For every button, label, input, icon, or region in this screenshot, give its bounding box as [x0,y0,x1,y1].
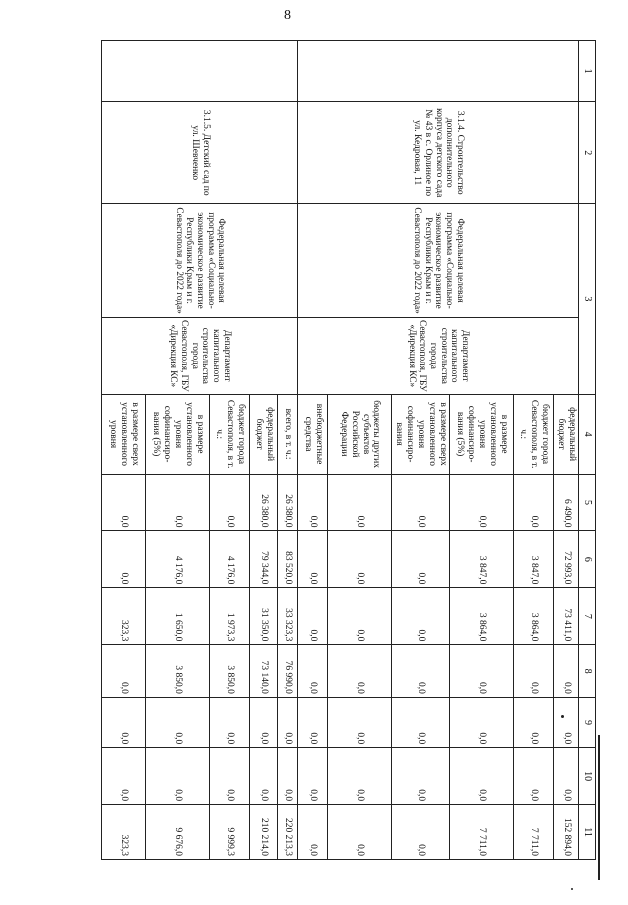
responsible-cell: Департамент капитального строительства города Севастополя, ГБУ «Дирекция КС» [298,317,579,394]
col-number-1: 1 [579,41,596,102]
value-cell-7: 0,0 [328,588,392,645]
value-cell-7: 0,0 [392,588,450,645]
value-cell-11: 7 711,0 [450,805,514,860]
value-cell-6: 0,0 [298,531,328,588]
value-cell-7: 1 650,0 [146,588,210,645]
value-cell-10: 0,0 [146,748,210,805]
table-body [102,41,579,860]
value-cell-7: 31 350,0 [250,588,278,645]
value-cell-9: 0,0 [328,697,392,747]
value-cell-6: 3 847,0 [514,531,554,588]
value-cell-9: 0,0 [554,697,579,747]
value-cell-5: 0,0 [328,474,392,531]
value-cell-10: 0,0 [328,748,392,805]
value-cell-6: 4 176,0 [146,531,210,588]
col-number-6: 6 [579,531,596,588]
value-cell-9: 0,0 [392,697,450,747]
value-cell-5: 0,0 [298,474,328,531]
value-cell-9: 0,0 [514,697,554,747]
value-cell-5: 26 380,0 [250,474,278,531]
value-cell-5: 0,0 [210,474,250,531]
value-cell-10: 0,0 [514,748,554,805]
value-cell-5: 6 490,0 [554,474,579,531]
value-cell-8: 3 850,0 [210,645,250,698]
value-cell-8: 73 140,0 [250,645,278,698]
value-cell-6: 0,0 [102,531,146,588]
value-cell-8: 0,0 [298,645,328,698]
value-cell-11: 0,0 [328,805,392,860]
value-cell-11: 0,0 [392,805,450,860]
col-number-9: 9 [579,697,596,747]
value-cell-5: 0,0 [102,474,146,531]
value-cell-9: 0,0 [450,697,514,747]
value-cell-10: 0,0 [392,748,450,805]
value-cell-7: 323,3 [102,588,146,645]
budget-table [101,40,596,860]
value-cell-9: 0,0 [278,697,298,747]
value-cell-7: 0,0 [298,588,328,645]
funding-source-label: в размере установленного уровня софинансиро-вания (5%) [450,394,514,474]
value-cell-10: 0,0 [210,748,250,805]
program-cell: Федеральная целевая программа «Социально-экономическое развитие Республики Крым и г. Севастополя до 2022 года» [102,204,298,318]
col-number-5: 5 [579,474,596,531]
value-cell-5: 0,0 [146,474,210,531]
value-cell-6: 0,0 [392,531,450,588]
value-cell-11: 152 894,0 [554,805,579,860]
value-cell-9: 0,0 [146,697,210,747]
value-cell-7: 33 323,3 [278,588,298,645]
col-number-3: 3 [579,204,596,395]
funding-source-label: федеральный бюджет [554,394,579,474]
rotated-table-container [81,40,596,860]
value-cell-6: 3 847,0 [450,531,514,588]
object-blank-cell [102,41,298,102]
funding-source-label: внебюджетные средства [298,394,328,474]
value-cell-8: 0,0 [514,645,554,698]
scan-mark [598,735,600,880]
object-name-cell: 3.1.4. Строительство дополнительного корпуса детского сада № 43 в с. Орлиное по ул. Кедровая, 11 [298,102,579,204]
value-cell-8: 76 990,0 [278,645,298,698]
col-number-7: 7 [579,588,596,645]
value-cell-9: 0,0 [102,697,146,747]
funding-source-label: в размере установленного уровня софинансиро-вания (5%) [146,394,210,474]
value-cell-10: 0,0 [450,748,514,805]
value-cell-10: 0,0 [298,748,328,805]
table-row [554,41,579,860]
value-cell-9: 0,0 [250,697,278,747]
value-cell-6: 83 520,0 [278,531,298,588]
value-cell-11: 9 999,3 [210,805,250,860]
value-cell-5: 0,0 [450,474,514,531]
value-cell-5: 0,0 [392,474,450,531]
object-blank-cell [298,41,579,102]
value-cell-6: 4 176,0 [210,531,250,588]
value-cell-8: 0,0 [450,645,514,698]
funding-source-label: бюджеты других субъектов Российской Федерации [328,394,392,474]
value-cell-10: 0,0 [102,748,146,805]
value-cell-7: 1 973,3 [210,588,250,645]
value-cell-7: 3 864,0 [514,588,554,645]
scan-dot [561,715,564,718]
funding-source-label: в размере сверх установленного уровня [102,394,146,474]
col-number-11: 11 [579,805,596,860]
program-cell: Федеральная целевая программа «Социально-экономическое развитие Республики Крым и г. Севастополя до 2022 года» [298,204,579,318]
value-cell-7: 3 864,0 [450,588,514,645]
scan-dot [571,888,573,890]
value-cell-11: 323,3 [102,805,146,860]
funding-source-label: федеральный бюджет [250,394,278,474]
responsible-cell: Департамент капитального строительства города Севастополя, ГБУ «Дирекция КС» [102,317,298,394]
column-number-row [579,41,596,860]
funding-source-label: всего, в т. ч.: [278,394,298,474]
value-cell-7: 73 411,0 [554,588,579,645]
col-number-10: 10 [579,748,596,805]
page-number: 8 [284,8,291,23]
funding-source-label: в размере сверх установленного уровня софинансиро-вания [392,394,450,474]
funding-source-label: бюджет города Севастополя, в т. ч.: [514,394,554,474]
value-cell-10: 0,0 [250,748,278,805]
value-cell-11: 0,0 [298,805,328,860]
value-cell-8: 3 850,0 [146,645,210,698]
value-cell-9: 0,0 [210,697,250,747]
value-cell-8: 0,0 [328,645,392,698]
value-cell-5: 26 380,0 [278,474,298,531]
value-cell-8: 0,0 [554,645,579,698]
value-cell-6: 72 993,0 [554,531,579,588]
value-cell-11: 220 213,3 [278,805,298,860]
col-number-2: 2 [579,102,596,204]
value-cell-9: 0,0 [298,697,328,747]
value-cell-6: 0,0 [328,531,392,588]
object-name-cell: 3.1.5. Детский сад по ул. Шевченко [102,102,298,204]
value-cell-11: 7 711,0 [514,805,554,860]
value-cell-8: 0,0 [102,645,146,698]
value-cell-11: 210 214,0 [250,805,278,860]
value-cell-10: 0,0 [554,748,579,805]
value-cell-6: 79 344,0 [250,531,278,588]
col-number-4: 4 [579,394,596,474]
value-cell-11: 9 676,0 [146,805,210,860]
table-row [278,41,298,860]
col-number-8: 8 [579,645,596,698]
value-cell-5: 0,0 [514,474,554,531]
value-cell-10: 0,0 [278,748,298,805]
value-cell-8: 0,0 [392,645,450,698]
funding-source-label: бюджет города Севастополя, в т. ч.: [210,394,250,474]
